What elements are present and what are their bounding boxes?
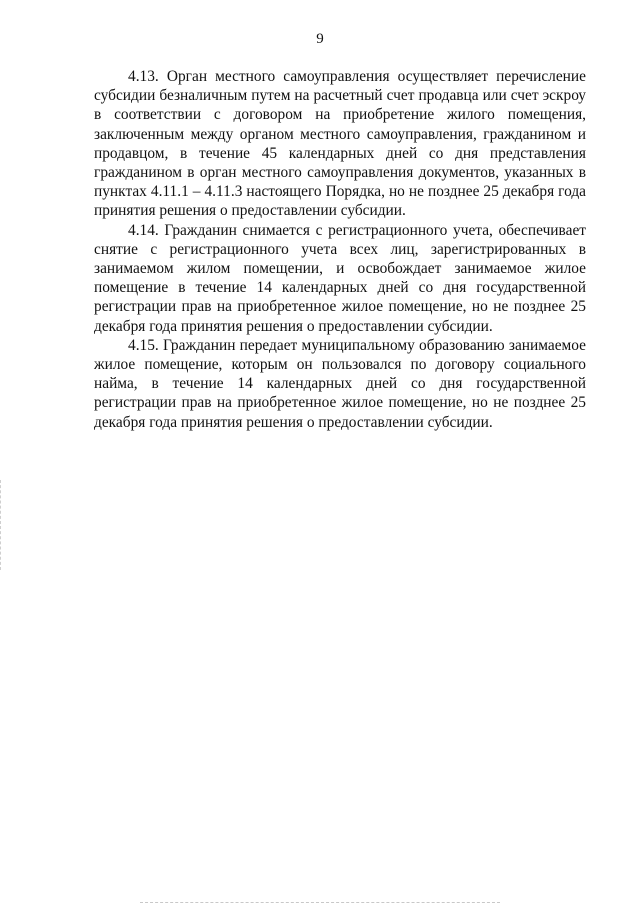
paragraph-4-14: 4.14. Гражданин снимается с регистрационного учета, обеспечивает снятие с регистрационного учета всех лиц, зарегистрированных в занимаемом жилом помещении, и освобождает занимаемое жилое помещение в течение 14 календарных дней со дня государственной регистрации прав на приобретенное жилое помещение, но не позднее 25 декабря года принятия решения о предоставлении субсидии. <box>94 221 586 335</box>
page-number: 9 <box>316 31 324 47</box>
document-body <box>94 67 586 432</box>
paragraph-4-15: 4.15. Гражданин передает муниципальному образованию занимаемое жилое помещение, которым он пользовался по договору социального найма, в течение 14 календарных дней со дня государственной регистрации прав на приобретенное жилое помещение, но не позднее 25 декабря года принятия решения о предоставлении субсидии. <box>94 336 586 431</box>
paragraph-4-13: 4.13. Орган местного самоуправления осуществляет перечисление субсидии безналичным путем на расчетный счет продавца или счет эскроу в соответствии с договором на приобретение жилого помещения, заключенным между органом местного самоуправления, гражданином и продавцом, в течение 45 календарных дней со дня представления гражданином в орган местного самоуправления документов, указанных в пунктах 4.11.1 – 4.11.3 настоящего Порядка, но не позднее 25 декабря года принятия решения о предоставлении субсидии. <box>94 68 586 220</box>
scan-edge-mark <box>0 480 3 570</box>
scan-bottom-edge <box>140 902 500 903</box>
